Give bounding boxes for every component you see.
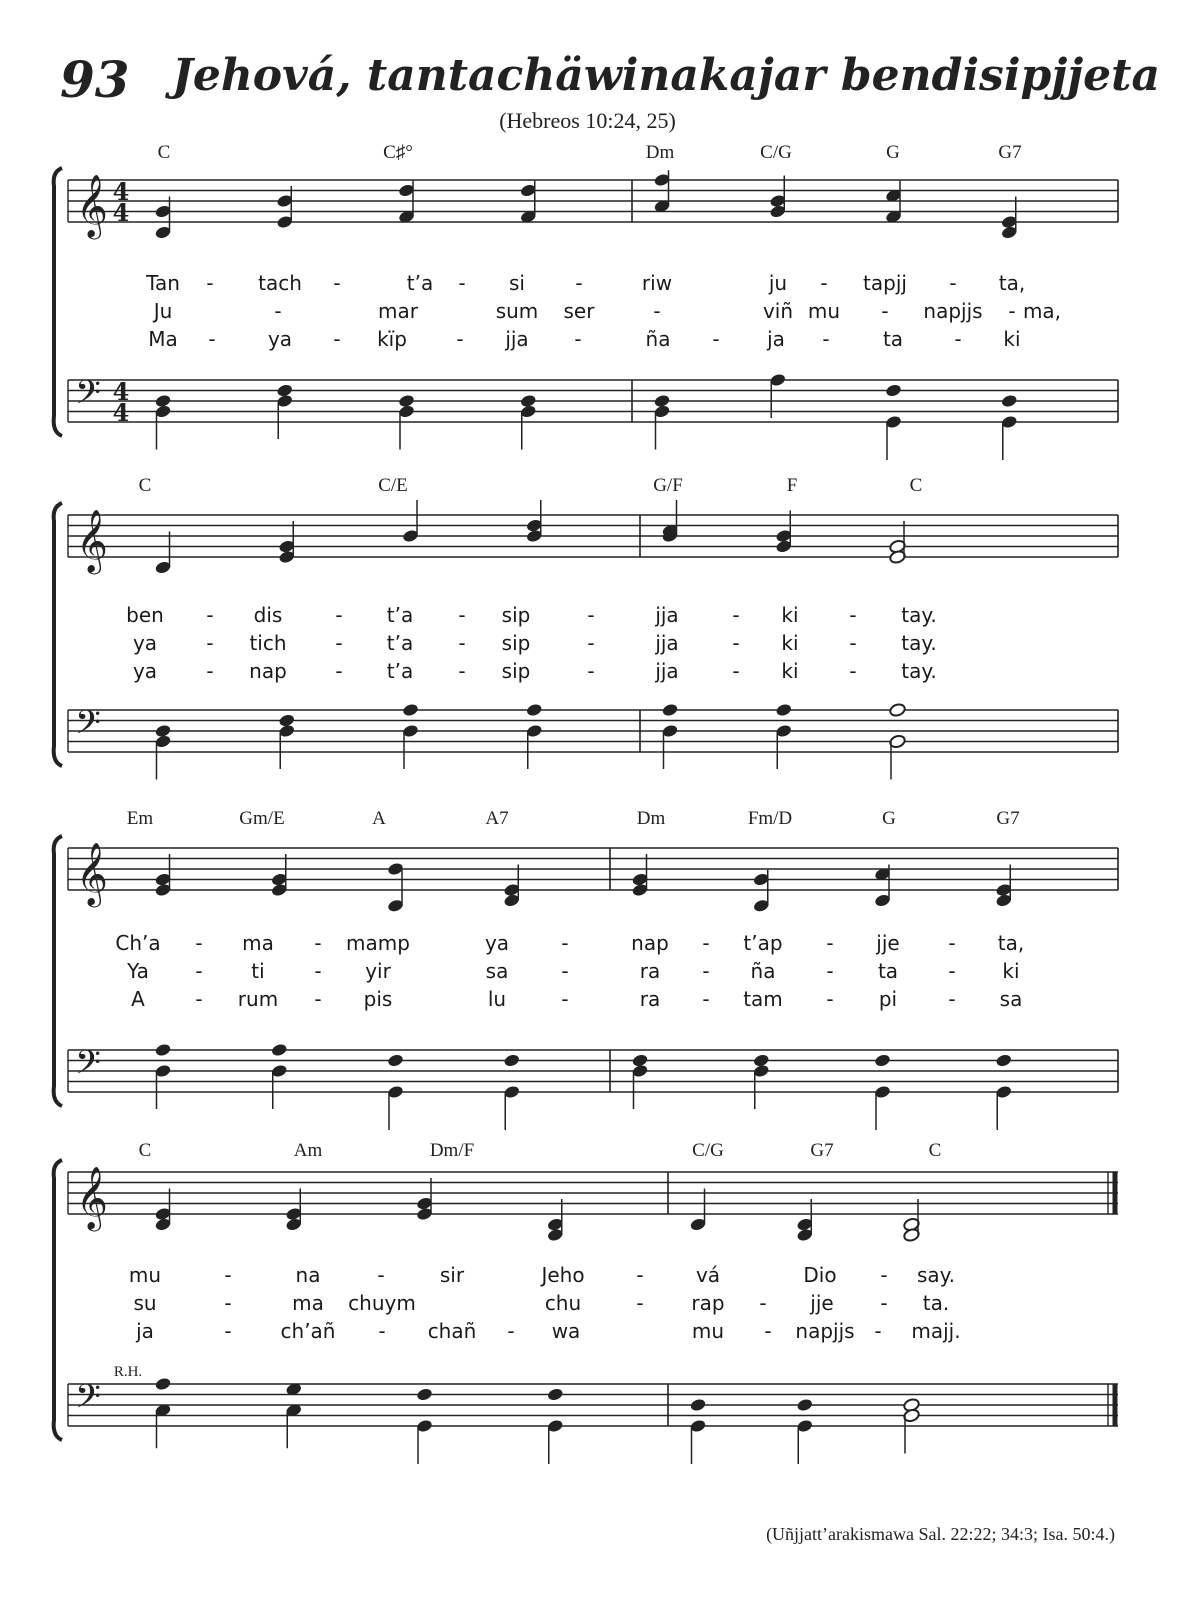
bass-note [154, 1377, 171, 1392]
lyric-syllable: - [702, 959, 710, 983]
lyric-syllable: ta, [997, 931, 1025, 955]
lyric-syllable: - [636, 1291, 644, 1315]
lyric-syllable: - [849, 631, 857, 655]
lyric-syllable: Ma [148, 327, 178, 351]
lyric-syllable: - [206, 659, 214, 683]
lyric-syllable: Ju [153, 299, 173, 323]
lyric-syllable: jja [505, 327, 529, 351]
chord-symbol: C [928, 1140, 942, 1161]
lyric-syllable: lu [487, 987, 507, 1011]
bass-note [689, 1398, 706, 1413]
lyric-syllable: - [702, 931, 710, 955]
lyric-syllable: - [826, 987, 834, 1011]
lyric-syllable: ya [267, 327, 293, 351]
lyric-syllable: - [561, 987, 569, 1011]
lyric-syllable: - [874, 1319, 882, 1343]
lyric-syllable: - [880, 1291, 888, 1315]
lyric-syllable: - [702, 987, 710, 1011]
lyric-syllable: ma [292, 1291, 324, 1315]
lyric-syllable: ya [132, 631, 158, 655]
chord-symbol: Fm/D [747, 808, 793, 829]
lyric-syllable: - [456, 327, 464, 351]
lyric-syllable: tach [258, 271, 302, 295]
bass-note [154, 1043, 171, 1058]
lyric-syllable: tapjj [863, 271, 907, 295]
lyric-syllable: pis [363, 987, 393, 1011]
lyric-syllable: jje [876, 931, 900, 955]
treble-clef-icon: 𝄞 [76, 174, 108, 237]
lyric-syllable: - [574, 327, 582, 351]
lyric-syllable: ki [1002, 959, 1020, 983]
chord-symbol: C/G [760, 142, 792, 163]
lyric-syllable: - [822, 327, 830, 351]
lyric-syllable: - [849, 603, 857, 627]
chord-symbol: Em [126, 808, 154, 829]
lyric-syllable: jja [655, 603, 679, 627]
lyric-syllable: sa [999, 987, 1023, 1011]
lyric-syllable: mu [691, 1319, 725, 1343]
bass-note [995, 1053, 1012, 1068]
lyric-syllable: ti [251, 959, 265, 983]
lyric-syllable: - [820, 271, 828, 295]
lyric-syllable: - [224, 1319, 232, 1343]
chord-symbol: C/G [692, 1140, 724, 1161]
lyric-syllable: - [378, 1319, 386, 1343]
lyric-syllable: - [224, 1263, 232, 1287]
lyric-syllable: tay. [901, 603, 937, 627]
bass-note [387, 1053, 404, 1068]
chord-symbol: Dm/F [429, 1140, 475, 1161]
bass-clef-icon: 𝄢 [75, 374, 101, 420]
chord-symbol: F [786, 475, 798, 496]
lyric-syllable: sip [501, 659, 531, 683]
lyric-syllable: ma [242, 931, 274, 955]
treble-clef-icon: 𝄞 [76, 509, 108, 572]
lyric-syllable: - [636, 1263, 644, 1287]
lyric-syllable: - [314, 931, 322, 955]
lyric-syllable: ya [484, 931, 510, 955]
lyric-syllable: - [948, 959, 956, 983]
lyric-syllable: - [712, 327, 720, 351]
lyric-syllable: - [732, 631, 740, 655]
lyric-syllable: t’a [406, 271, 434, 295]
lyric-syllable: t’ap [743, 931, 783, 955]
lyric-syllable: - [587, 659, 595, 683]
lyric-syllable: Dio [803, 1263, 837, 1287]
lyric-syllable: - [759, 1291, 767, 1315]
lyric-syllable: chañ [427, 1319, 477, 1343]
lyric-syllable: tam [743, 987, 783, 1011]
lyric-syllable: - [195, 987, 203, 1011]
lyric-syllable: chu [544, 1291, 582, 1315]
lyric-syllable: tich [249, 631, 287, 655]
chord-symbol: G/F [653, 475, 683, 496]
chord-symbol: C [138, 1140, 152, 1161]
lyric-syllable: mar [378, 299, 418, 323]
lyric-syllable: jja [655, 659, 679, 683]
bass-note [874, 1053, 891, 1068]
lyric-syllable: ña [750, 959, 776, 983]
lyric-syllable: - [195, 959, 203, 983]
lyric-syllable: ju [768, 271, 788, 295]
lyric-syllable: ya [132, 659, 158, 683]
lyric-syllable: Ya [127, 959, 149, 983]
right-hand-marking: R.H. [113, 1364, 143, 1380]
lyric-syllable: - [587, 631, 595, 655]
chord-symbol: G [886, 142, 900, 163]
lyric-syllable: t’a [386, 631, 414, 655]
lyric-syllable: kïp [377, 327, 407, 351]
lyric-syllable: - [826, 931, 834, 955]
lyric-syllable: - [458, 271, 466, 295]
lyric-syllable: ki [781, 603, 799, 627]
lyric-syllable: mamp [346, 931, 410, 955]
lyric-syllable: A [131, 987, 145, 1011]
lyric-syllable: mu [128, 1263, 162, 1287]
lyric-syllable: - [206, 271, 214, 295]
bass-note [661, 703, 678, 718]
lyric-syllable: - [880, 1263, 888, 1287]
bass-note [547, 1387, 564, 1402]
lyric-syllable: - [458, 603, 466, 627]
lyric-syllable: wa [551, 1319, 581, 1343]
bass-note [416, 1387, 433, 1402]
system-bracket [54, 168, 62, 436]
bass-note [1001, 394, 1018, 409]
lyric-syllable: ta. [922, 1291, 950, 1315]
lyric-syllable: na [295, 1263, 321, 1287]
bass-note [402, 703, 419, 718]
lyric-syllable: napjjs [795, 1319, 855, 1343]
lyric-syllable: mu [807, 299, 841, 323]
lyric-syllable: ma, [1022, 299, 1062, 323]
lyric-syllable: tay. [901, 659, 937, 683]
lyric-syllable: - [732, 659, 740, 683]
lyric-syllable: - [335, 659, 343, 683]
lyric-syllable: jja [655, 631, 679, 655]
time-signature-bottom: 4 [112, 398, 130, 427]
lyric-syllable: ta [882, 327, 904, 351]
chord-symbol: A [372, 808, 386, 829]
hymn-title: Jehová, tantachäwinakajar bendisipjjeta [172, 50, 1160, 101]
bass-clef-icon: 𝄢 [75, 704, 101, 750]
chord-symbol: C♯° [383, 142, 413, 163]
lyric-syllable: tay. [901, 631, 937, 655]
lyric-syllable: - [224, 1291, 232, 1315]
lyric-syllable: - [826, 959, 834, 983]
lyric-syllable: - [333, 271, 341, 295]
lyric-syllable: yir [365, 959, 391, 983]
bass-clef-icon: 𝄢 [75, 1044, 101, 1090]
bass-note [775, 703, 792, 718]
lyric-syllable: ch’añ [280, 1319, 336, 1343]
lyric-syllable: Ch’a [115, 931, 161, 955]
lyric-syllable: - [1008, 299, 1016, 323]
hymn-number: 93 [60, 50, 130, 109]
chord-symbol: C [138, 475, 152, 496]
lyric-syllable: ta, [998, 271, 1026, 295]
time-signature-bottom: 4 [112, 198, 130, 227]
system-bracket [54, 836, 62, 1106]
bass-note [271, 1043, 288, 1058]
bass-note [526, 703, 543, 718]
chord-symbol: C [909, 475, 923, 496]
system-bracket [54, 1160, 62, 1440]
lyric-syllable: rap [691, 1291, 725, 1315]
lyric-syllable: sir [439, 1263, 465, 1287]
lyric-syllable: - [206, 603, 214, 627]
chord-symbol: G [882, 808, 896, 829]
lyric-syllable: - [507, 1319, 515, 1343]
bass-note [796, 1398, 813, 1413]
lyric-syllable: - [881, 299, 889, 323]
lyric-syllable: ña [645, 327, 671, 351]
lyric-syllable: ben [126, 603, 164, 627]
scripture-reference: (Hebreos 10:24, 25) [499, 108, 676, 133]
lyric-syllable: sip [501, 631, 531, 655]
footnote-references: (Uñjjatt’arakismawa Sal. 22:22; 34:3; Isa. 50:4.) [766, 1524, 1115, 1544]
lyric-syllable: - [948, 987, 956, 1011]
lyric-syllable: - [333, 327, 341, 351]
lyric-syllable: ki [781, 659, 799, 683]
lyric-syllable: ja [767, 327, 785, 351]
bass-note [885, 383, 902, 398]
lyric-syllable: riw [641, 271, 673, 295]
lyric-syllable: - [561, 959, 569, 983]
bass-note [889, 703, 906, 718]
lyric-syllable: dis [253, 603, 283, 627]
lyric-syllable: vá [695, 1263, 721, 1287]
chord-symbol: C [157, 142, 171, 163]
lyric-syllable: sa [485, 959, 509, 983]
lyric-syllable: majj. [911, 1319, 961, 1343]
lyric-syllable: - [587, 603, 595, 627]
lyric-syllable: - [314, 987, 322, 1011]
lyric-syllable: - [335, 631, 343, 655]
system-bracket [54, 503, 62, 766]
chord-symbol: A7 [485, 808, 509, 829]
lyric-syllable: t’a [386, 659, 414, 683]
lyric-syllable: - [335, 603, 343, 627]
lyric-syllable: nap [249, 659, 287, 683]
chord-symbol: G7 [996, 808, 1020, 829]
lyric-syllable: viñ [762, 299, 794, 323]
time-signature-top: 4 [112, 177, 130, 206]
lyric-syllable: ta [877, 959, 899, 983]
lyric-syllable: say. [916, 1263, 956, 1287]
lyric-syllable: - [458, 631, 466, 655]
lyric-syllable: ra [639, 959, 661, 983]
treble-clef-icon: 𝄞 [76, 842, 108, 905]
lyric-syllable: - [195, 931, 203, 955]
time-signature-top: 4 [112, 377, 130, 406]
chord-symbol: Dm [645, 142, 675, 163]
treble-clef-icon: 𝄞 [76, 1166, 108, 1229]
lyric-syllable: ki [1003, 327, 1021, 351]
lyric-syllable: - [732, 603, 740, 627]
lyric-syllable: - [948, 931, 956, 955]
lyric-syllable: chuym [348, 1291, 416, 1315]
lyric-syllable: jje [810, 1291, 834, 1315]
lyric-syllable: ser [563, 299, 595, 323]
lyric-syllable: - [314, 959, 322, 983]
lyric-syllable: - [206, 631, 214, 655]
lyric-syllable: - [208, 327, 216, 351]
chord-symbol: G7 [810, 1140, 834, 1161]
lyric-syllable: nap [631, 931, 669, 955]
lyric-syllable: - [274, 299, 282, 323]
lyric-syllable: - [849, 659, 857, 683]
lyric-syllable: ja [136, 1319, 154, 1343]
lyric-syllable: - [561, 931, 569, 955]
lyric-syllable: Tan [146, 271, 180, 295]
lyric-syllable: ki [781, 631, 799, 655]
lyric-syllable: pi [878, 987, 898, 1011]
lyric-syllable: - [575, 271, 583, 295]
chord-symbol: G7 [998, 142, 1022, 163]
lyric-syllable: sum [495, 299, 539, 323]
chord-symbol: Dm [636, 808, 666, 829]
lyric-syllable: - [458, 659, 466, 683]
bass-clef-icon: 𝄢 [75, 1378, 101, 1424]
lyric-syllable: ra [639, 987, 661, 1011]
lyric-syllable: sip [501, 603, 531, 627]
lyric-syllable: - [949, 271, 957, 295]
chord-symbol: Gm/E [239, 808, 285, 829]
lyric-syllable: Jeho [541, 1263, 585, 1287]
lyric-syllable: - [653, 299, 661, 323]
chord-symbol: C/E [378, 475, 408, 496]
lyric-syllable: su [133, 1291, 157, 1315]
lyric-syllable: - [954, 327, 962, 351]
lyric-syllable: rum [237, 987, 279, 1011]
lyric-syllable: - [764, 1319, 772, 1343]
chord-symbol: Am [293, 1140, 323, 1161]
lyric-syllable: t’a [386, 603, 414, 627]
lyric-syllable: - [377, 1263, 385, 1287]
lyric-syllable: napjjs [923, 299, 983, 323]
bass-note [503, 1053, 520, 1068]
lyric-syllable: si [509, 271, 525, 295]
